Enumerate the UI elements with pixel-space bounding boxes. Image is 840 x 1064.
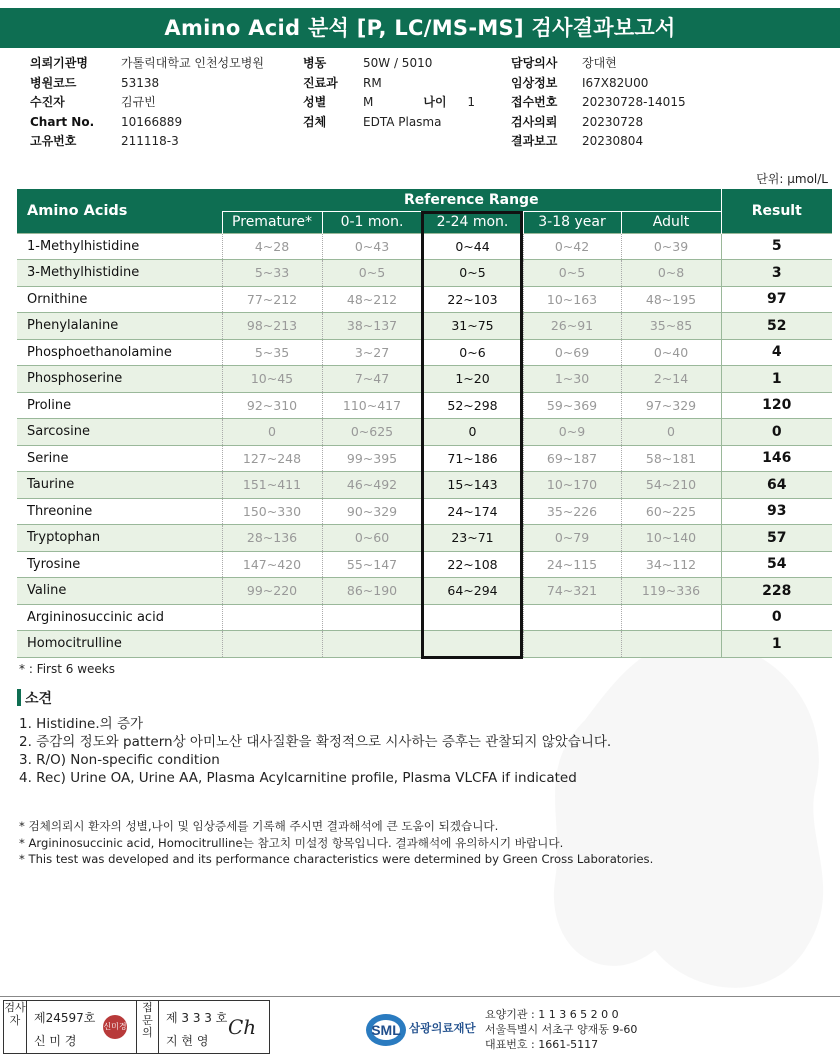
reference-range-cell	[621, 631, 721, 658]
amino-acid-name: Sarcosine	[17, 419, 222, 446]
patient-info-col1	[30, 54, 264, 152]
heading-bar	[17, 689, 21, 706]
reference-range-cell: 23~71	[422, 525, 523, 552]
reference-range-cell: 64~294	[422, 578, 523, 605]
approver-label: 접문의	[136, 1001, 159, 1053]
reference-range-cell: 15~143	[422, 472, 523, 499]
label-age: 나이	[423, 95, 447, 110]
opinion-line: 4. Rec) Urine OA, Urine AA, Plasma Acylcarnitine profile, Plasma VLCFA if indicated	[19, 770, 577, 786]
amino-acid-name: Phenylalanine	[17, 313, 222, 340]
reference-range-cell: 0~625	[322, 419, 422, 446]
reference-range-cell: 48~195	[621, 286, 721, 313]
reference-range-cell: 151~411	[222, 472, 322, 499]
result-value: 64	[721, 472, 832, 499]
result-value: 1	[721, 631, 832, 658]
approver-name: 지 현 영	[166, 1034, 209, 1048]
reference-range-cell: 92~310	[222, 392, 322, 419]
result-value: 93	[721, 498, 832, 525]
examiner-license-no: 제24597호	[34, 1011, 96, 1025]
reference-range-cell: 90~329	[322, 498, 422, 525]
approver-license-no: 제 3 3 3 호	[166, 1011, 228, 1025]
value-department: RM	[363, 75, 382, 90]
header-premature: Premature*	[222, 211, 322, 233]
reference-range-cell	[523, 631, 621, 658]
opinion-title: 소견	[25, 691, 53, 707]
reference-range-cell: 35~85	[621, 313, 721, 340]
amino-acid-name: Ornithine	[17, 286, 222, 313]
label-receipt-no: 접수번호	[511, 95, 558, 110]
reference-range-cell	[322, 631, 422, 658]
reference-range-cell: 0~39	[621, 233, 721, 260]
reference-range-cell: 55~147	[322, 551, 422, 578]
contact-line: 요양기관 : 1 1 3 6 5 2 0 0	[485, 1008, 619, 1021]
label-patient: 수진자	[30, 95, 65, 110]
reference-range-cell	[222, 604, 322, 631]
result-value: 97	[721, 286, 832, 313]
amino-acid-name: Phosphoserine	[17, 366, 222, 393]
reference-range-cell: 28~136	[222, 525, 322, 552]
amino-acid-name: Phosphoethanolamine	[17, 339, 222, 366]
header-3-18-year: 3-18 year	[523, 211, 621, 233]
table-row	[17, 339, 832, 366]
value-ward: 50W / 5010	[363, 56, 433, 70]
label-report-date: 결과보고	[511, 134, 558, 149]
reference-range-cell: 99~395	[322, 445, 422, 472]
reference-range-cell	[422, 631, 523, 658]
result-value: 57	[721, 525, 832, 552]
reference-range-cell	[222, 631, 322, 658]
table-row	[17, 631, 832, 658]
label-request-date: 검사의뢰	[511, 114, 558, 129]
table-row	[17, 366, 832, 393]
report-title: Amino Acid 분석 [P, LC/MS-MS] 검사결과보고서	[0, 8, 840, 48]
reference-range-cell: 10~45	[222, 366, 322, 393]
reference-range-cell: 38~137	[322, 313, 422, 340]
reference-range-cell: 26~91	[523, 313, 621, 340]
reference-range-cell: 10~140	[621, 525, 721, 552]
result-value: 120	[721, 392, 832, 419]
label-sex: 성별	[303, 95, 327, 110]
reference-range-cell: 0~9	[523, 419, 621, 446]
reference-range-cell: 0	[422, 419, 523, 446]
reference-range-cell: 147~420	[222, 551, 322, 578]
reference-range-cell: 86~190	[322, 578, 422, 605]
opinion-heading	[17, 688, 52, 708]
table-row	[17, 472, 832, 499]
table-row	[17, 445, 832, 472]
label-unique-no: 고유번호	[30, 134, 77, 149]
header-0-1-mon: 0-1 mon.	[322, 211, 422, 233]
opinion-body	[19, 715, 611, 787]
value-doctor: 장대현	[582, 56, 617, 70]
amino-acid-name: Tyrosine	[17, 551, 222, 578]
opinion-line: 3. R/O) Non-specific condition	[19, 752, 220, 768]
reference-range-cell: 0~60	[322, 525, 422, 552]
amino-acid-name: Serine	[17, 445, 222, 472]
amino-acid-name: Argininosuccinic acid	[17, 604, 222, 631]
table-row	[17, 578, 832, 605]
reference-range-cell: 22~108	[422, 551, 523, 578]
label-specimen: 검체	[303, 114, 327, 129]
note-line: * This test was developed and its performance characteristics were determined by Green Cross Laboratories.	[19, 852, 654, 866]
amino-acid-name: Taurine	[17, 472, 222, 499]
reference-range-cell: 127~248	[222, 445, 322, 472]
reference-range-cell: 0	[222, 419, 322, 446]
reference-range-cell: 0~69	[523, 339, 621, 366]
result-value: 3	[721, 260, 832, 287]
note-line: * Argininosuccinic acid, Homocitrulline는 참고치 미설정 항목입니다. 결과해석에 유의하시기 바랍니다.	[19, 835, 564, 850]
reference-range-cell: 24~174	[422, 498, 523, 525]
reference-range-cell: 0~5	[322, 260, 422, 287]
result-value: 52	[721, 313, 832, 340]
reference-range-cell: 58~181	[621, 445, 721, 472]
value-report-date: 20230804	[582, 134, 644, 149]
header-reference-range: Reference Range	[222, 189, 721, 211]
footer-divider	[0, 996, 840, 997]
table-row	[17, 313, 832, 340]
reference-range-cell: 150~330	[222, 498, 322, 525]
label-chart-no: Chart No.	[30, 114, 95, 129]
reference-range-cell: 0~43	[322, 233, 422, 260]
reference-range-cell: 31~75	[422, 313, 523, 340]
reference-range-cell: 52~298	[422, 392, 523, 419]
reference-range-cell: 0	[621, 419, 721, 446]
result-value: 0	[721, 604, 832, 631]
contact-line: 대표번호 : 1661-5117	[485, 1038, 599, 1051]
reference-range-cell	[322, 604, 422, 631]
table-row	[17, 604, 832, 631]
value-receipt-no: 20230728-14015	[582, 95, 686, 110]
result-value: 5	[721, 233, 832, 260]
reference-range-cell: 5~33	[222, 260, 322, 287]
table-row	[17, 260, 832, 287]
label-clinical-info: 임상정보	[511, 75, 558, 90]
reference-range-cell: 0~40	[621, 339, 721, 366]
header-adult: Adult	[621, 211, 721, 233]
reference-range-cell: 35~226	[523, 498, 621, 525]
reference-range-cell	[621, 604, 721, 631]
reference-range-cell: 0~6	[422, 339, 523, 366]
table-row	[17, 551, 832, 578]
reference-range-cell: 5~35	[222, 339, 322, 366]
reference-range-cell: 54~210	[621, 472, 721, 499]
reference-range-cell: 0~44	[422, 233, 523, 260]
examiner-label: 검사자	[4, 1001, 27, 1053]
reference-range-cell: 99~220	[222, 578, 322, 605]
amino-acid-name: 1-Methylhistidine	[17, 233, 222, 260]
unit-label: 단위: μmol/L	[756, 172, 828, 186]
value-sex: M	[363, 95, 374, 110]
table-row	[17, 498, 832, 525]
result-value: 1	[721, 366, 832, 393]
value-chart-no: 10166889	[121, 114, 183, 129]
reference-range-cell: 74~321	[523, 578, 621, 605]
reference-range-cell: 71~186	[422, 445, 523, 472]
result-value: 54	[721, 551, 832, 578]
reference-range-cell: 4~28	[222, 233, 322, 260]
reference-range-cell: 97~329	[621, 392, 721, 419]
amino-acid-name: Tryptophan	[17, 525, 222, 552]
table-row	[17, 233, 832, 260]
table-row	[17, 286, 832, 313]
footnote: * : First 6 weeks	[19, 662, 115, 676]
value-hospital-code: 53138	[121, 75, 160, 90]
signature-box	[3, 1000, 270, 1054]
amino-acid-name: Valine	[17, 578, 222, 605]
reference-range-cell: 3~27	[322, 339, 422, 366]
label-doctor: 담당의사	[511, 56, 558, 70]
header-amino-acids: Amino Acids	[17, 189, 222, 233]
result-value: 4	[721, 339, 832, 366]
value-patient: 김규빈	[121, 95, 156, 110]
reference-range-cell: 98~213	[222, 313, 322, 340]
reference-range-cell: 0~8	[621, 260, 721, 287]
examiner-seal-icon: 신미경	[103, 1015, 127, 1039]
reference-range-cell: 69~187	[523, 445, 621, 472]
reference-range-cell: 0~5	[523, 260, 621, 287]
reference-range-cell: 0~79	[523, 525, 621, 552]
value-unique-no: 211118-3	[121, 134, 179, 149]
reference-range-cell: 60~225	[621, 498, 721, 525]
amino-acid-rows	[17, 233, 832, 657]
amino-acid-name: Threonine	[17, 498, 222, 525]
label-institution: 의뢰기관명	[30, 56, 88, 70]
result-value: 0	[721, 419, 832, 446]
amino-acid-table	[17, 189, 832, 658]
sml-logo-icon	[365, 1012, 407, 1048]
value-clinical-info: I67X82U00	[582, 75, 649, 90]
label-ward: 병동	[303, 56, 327, 70]
note-line: * 검체의뢰시 환자의 성별,나이 및 임상증세를 기록해 주시면 결과해석에 큰 도움이 되겠습니다.	[19, 819, 499, 833]
reference-range-cell: 7~47	[322, 366, 422, 393]
reference-range-cell: 1~30	[523, 366, 621, 393]
contact-info	[485, 1007, 637, 1052]
reference-range-cell	[422, 604, 523, 631]
contact-line: 서울특별시 서초구 양재동 9-60	[485, 1023, 638, 1036]
opinion-line: 1. Histidine.의 증가	[19, 716, 144, 732]
reference-range-cell: 48~212	[322, 286, 422, 313]
result-value: 146	[721, 445, 832, 472]
reference-range-cell: 2~14	[621, 366, 721, 393]
approver-signature-icon: Ch	[228, 1015, 257, 1039]
value-request-date: 20230728	[582, 114, 644, 129]
reference-range-cell: 59~369	[523, 392, 621, 419]
reference-range-cell: 34~112	[621, 551, 721, 578]
reference-range-cell: 0~42	[523, 233, 621, 260]
reference-range-cell: 22~103	[422, 286, 523, 313]
examiner-name: 신 미 경	[34, 1034, 77, 1048]
value-specimen: EDTA Plasma	[363, 114, 442, 129]
table-row	[17, 419, 832, 446]
value-age: 1	[467, 95, 475, 110]
reference-range-cell: 46~492	[322, 472, 422, 499]
reference-range-cell: 24~115	[523, 551, 621, 578]
header-2-24-mon: 2-24 mon.	[422, 211, 523, 233]
notes	[19, 818, 653, 868]
value-institution: 가톨릭대학교 인천성모병원	[121, 56, 264, 70]
amino-acid-name: Homocitrulline	[17, 631, 222, 658]
reference-range-cell: 119~336	[621, 578, 721, 605]
amino-acid-name: Proline	[17, 392, 222, 419]
header-result: Result	[721, 189, 832, 233]
patient-info-col2	[303, 54, 475, 132]
reference-range-cell: 77~212	[222, 286, 322, 313]
label-department: 진료과	[303, 75, 338, 90]
label-hospital-code: 병원코드	[30, 75, 77, 90]
reference-range-cell: 110~417	[322, 392, 422, 419]
amino-acid-name: 3-Methylhistidine	[17, 260, 222, 287]
opinion-line: 2. 증감의 정도와 pattern상 아미노산 대사질환을 확정적으로 시사하는 증후는 관찰되지 않았습니다.	[19, 734, 612, 750]
reference-range-cell	[523, 604, 621, 631]
reference-range-cell: 10~163	[523, 286, 621, 313]
sml-logo-text: SML	[371, 1022, 401, 1038]
reference-range-cell: 0~5	[422, 260, 523, 287]
table-row	[17, 392, 832, 419]
patient-info-col3	[511, 54, 686, 152]
reference-range-cell: 1~20	[422, 366, 523, 393]
org-name: 삼광의료재단	[409, 1021, 476, 1035]
result-value: 228	[721, 578, 832, 605]
reference-range-cell: 10~170	[523, 472, 621, 499]
table-row	[17, 525, 832, 552]
